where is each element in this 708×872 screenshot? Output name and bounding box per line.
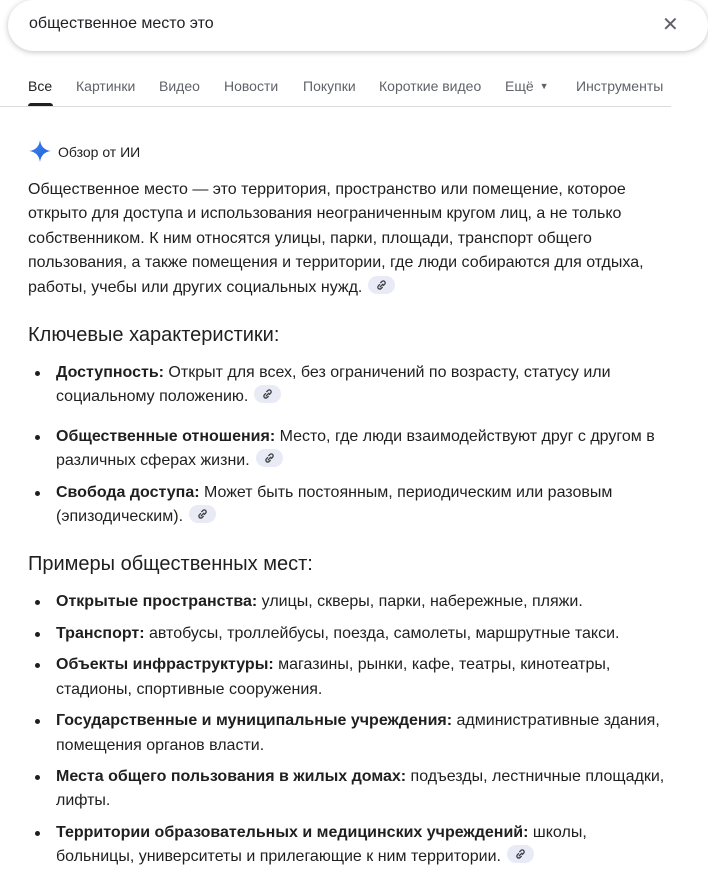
list-item [28,653,668,702]
item-text: административные здания, помещения органов власти. [56,712,660,754]
source-link-button[interactable] [368,276,395,294]
list-item [28,425,668,474]
tab-more[interactable] [505,78,549,94]
caret-down-icon: ▼ [539,81,549,91]
section-heading-characteristics: Ключевые характеристики: [28,324,280,347]
link-icon [264,453,275,463]
tab-shopping[interactable]: Покупки [303,78,356,94]
tab-more-label: Ещё [505,78,534,94]
item-text: подъезды, лестничные площадки, лифты. [56,767,665,810]
item-text: Открыт для всех, без ограничений по возрасту, статусу или социальному положению. [56,364,611,406]
item-term: Общественные отношения: [56,427,276,445]
list-item [28,765,668,814]
intro-paragraph [28,178,668,300]
search-bar[interactable] [8,0,708,51]
list-item [28,821,668,870]
source-link-button[interactable] [189,505,216,523]
ai-overview-content [28,178,668,870]
item-text: школы, больницы, университеты и прилегающие к ним территории. [56,823,587,866]
item-text: Место, где люди взаимодействуют друг с другом в различных сферах жизни. [56,427,655,470]
source-link-button[interactable] [507,845,534,863]
item-term: Открытые пространства: [56,593,258,611]
search-tabs [0,66,671,106]
tab-all[interactable]: Все [28,78,53,94]
item-term: Объекты инфраструктуры: [56,656,274,674]
source-link-button[interactable] [254,385,281,403]
item-term: Транспорт: [56,624,145,642]
item-text: магазины, рынки, кафе, театры, кинотеатры, стадионы, спортивные сооружения. [56,656,611,698]
item-text: автобусы, троллейбусы, поезда, самолеты, маршрутные такси. [144,624,620,642]
source-link-button[interactable] [256,449,283,467]
list-item [28,709,668,758]
examples-list [28,590,668,869]
section-heading-examples: Примеры общественных мест: [28,553,313,576]
item-term: Места общего пользования в жилых домах: [56,767,407,785]
item-term: Свобода доступа: [56,483,200,501]
ai-overview-label: Обзор от ИИ [58,144,141,160]
tab-short-videos[interactable]: Короткие видео [379,78,482,94]
tab-tools[interactable]: Инструменты [576,78,664,94]
item-text: улицы, скверы, парки, набережные, пляжи. [257,593,583,611]
item-term: Территории образовательных и медицинских учреждений: [56,823,529,841]
tab-images[interactable]: Картинки [76,78,136,94]
sparkle-icon [28,139,52,163]
tab-news[interactable]: Новости [224,78,279,94]
list-item [28,622,668,646]
link-icon [197,509,208,519]
tabs-divider [0,106,671,107]
tab-video[interactable]: Видео [159,78,200,94]
link-icon [515,849,526,859]
characteristics-list [28,361,668,529]
list-item [28,361,668,410]
search-input[interactable]: общественное место это [29,15,214,32]
intro-text: Общественное место — это территория, пространство или помещение, которое открыто для доступа и использования неограниченным кругом лиц, а не только собственником. К ним относятся улицы, парки, площади, транспорт общего пользования, а также помещения и территории, где люди собираются для отдыха, работы, учебы или других социальных нужд. [28,181,644,296]
close-icon[interactable]: ✕ [662,14,679,36]
item-term: Доступность: [56,364,164,382]
list-item [28,590,668,614]
item-text: Может быть постоянным, периодическим или разовым (эпизодическим). [56,483,613,526]
link-icon [262,389,273,399]
link-icon [376,280,387,290]
list-item [28,481,668,530]
item-term: Государственные и муниципальные учреждения: [56,712,453,730]
